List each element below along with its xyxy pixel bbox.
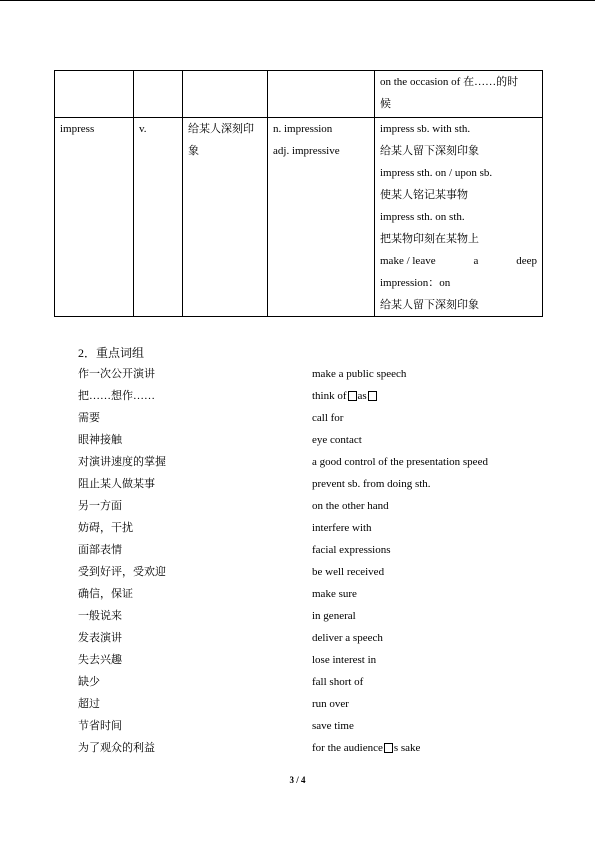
phrase-english: think of xyxy=(312,390,347,402)
phrase-english: be well received xyxy=(312,566,385,578)
phrase-english: make sure xyxy=(312,588,357,600)
usage-line: 给某人留下深刻印象 xyxy=(380,299,479,311)
list-item xyxy=(78,583,518,605)
phrase-chinese: 一般说来 xyxy=(78,610,122,622)
table-cell-derivatives xyxy=(268,118,375,317)
phrase-english: facial expressions xyxy=(312,544,391,556)
table-cell-usage xyxy=(375,118,543,317)
table-cell-meaning xyxy=(183,118,268,317)
phrase-english: in general xyxy=(312,610,356,622)
usage-line: impress sth. on sth. xyxy=(380,211,465,223)
top-rule xyxy=(0,0,595,1)
phrase-chinese: 对演讲速度的掌握 xyxy=(78,456,166,468)
list-item xyxy=(78,649,518,671)
phrase-chinese: 受到好评，受欢迎 xyxy=(78,566,166,578)
list-item xyxy=(78,429,518,451)
phrase-english: s sake xyxy=(393,742,421,754)
usage-line: impress sth. on / upon sb. xyxy=(380,167,493,179)
list-item xyxy=(78,473,518,495)
phrase-english: a good control of the presentation speed xyxy=(312,456,488,468)
phrase-chinese: 另一方面 xyxy=(78,500,122,512)
usage-line: 给某人留下深刻印象 xyxy=(380,145,479,157)
list-item xyxy=(78,671,518,693)
section-title: 2．重点词组 xyxy=(78,346,145,360)
meaning-line: 象 xyxy=(188,145,199,157)
table-cell-usage xyxy=(375,71,543,118)
vocabulary-table xyxy=(54,70,543,317)
usage-line: 把某物印刻在某物上 xyxy=(380,233,479,245)
phrase-english: run over xyxy=(312,698,349,710)
derivative-line: n. impression xyxy=(273,123,333,135)
usage-line: impression：on xyxy=(380,277,451,289)
headword: impress xyxy=(60,123,95,135)
phrase-english: for the audience xyxy=(312,742,383,754)
missing-glyph-box-icon xyxy=(368,391,377,401)
usage-word: a xyxy=(473,255,479,267)
phrase-english: prevent sb. from doing sth. xyxy=(312,478,431,490)
list-item xyxy=(78,627,518,649)
phrase-chinese: 节省时间 xyxy=(78,720,122,732)
phrase-chinese: 把……想作…… xyxy=(78,390,155,402)
page-number: 3 / 4 xyxy=(289,775,306,785)
table-row xyxy=(55,71,543,118)
phrase-chinese: 阻止某人做某事 xyxy=(78,478,155,490)
phrase-english: save time xyxy=(312,720,354,732)
phrase-english: as xyxy=(357,390,367,402)
phrase-chinese: 缺少 xyxy=(78,676,100,688)
phrase-chinese: 妨碍，干扰 xyxy=(78,522,133,534)
phrase-english: call for xyxy=(312,412,344,424)
phrase-list xyxy=(78,363,518,759)
list-item xyxy=(78,715,518,737)
phrase-english-group xyxy=(312,737,420,759)
phrase-english: make a public speech xyxy=(312,368,407,380)
list-item xyxy=(78,363,518,385)
usage-line: 候 xyxy=(380,98,391,110)
phrase-chinese: 需要 xyxy=(78,412,100,424)
phrase-chinese: 发表演讲 xyxy=(78,632,122,644)
missing-glyph-box-icon xyxy=(384,743,393,753)
phrase-english-group xyxy=(312,385,378,407)
usage-line: 使某人铭记某事物 xyxy=(380,189,468,201)
usage-line-justified xyxy=(380,250,537,272)
derivative-line: adj. impressive xyxy=(273,145,340,157)
phrase-chinese: 面部表情 xyxy=(78,544,122,556)
meaning-line: 给某人深刻印 xyxy=(188,123,254,135)
phrase-english: interfere with xyxy=(312,522,372,534)
phrase-english: eye contact xyxy=(312,434,362,446)
phrase-chinese: 确信，保证 xyxy=(78,588,133,600)
table-cell-pos xyxy=(134,118,183,317)
phrase-english: deliver a speech xyxy=(312,632,383,644)
list-item xyxy=(78,539,518,561)
list-item xyxy=(78,451,518,473)
phrase-english: on the other hand xyxy=(312,500,389,512)
table-cell-word xyxy=(55,71,134,118)
part-of-speech: v. xyxy=(139,123,147,135)
list-item xyxy=(78,605,518,627)
list-item xyxy=(78,385,518,407)
usage-word: deep xyxy=(516,255,537,267)
phrase-chinese: 超过 xyxy=(78,698,100,710)
table-cell-derivatives xyxy=(268,71,375,118)
usage-word: make / leave xyxy=(380,255,436,267)
missing-glyph-box-icon xyxy=(348,391,357,401)
phrase-english: lose interest in xyxy=(312,654,377,666)
list-item xyxy=(78,737,518,759)
list-item xyxy=(78,517,518,539)
list-item xyxy=(78,407,518,429)
table-row xyxy=(55,118,543,317)
list-item xyxy=(78,693,518,715)
table-cell-word xyxy=(55,118,134,317)
phrase-chinese: 眼神接触 xyxy=(78,434,122,446)
list-item xyxy=(78,495,518,517)
usage-line: impress sb. with sth. xyxy=(380,123,471,135)
usage-line: on the occasion of 在……的时 xyxy=(380,76,519,88)
phrase-chinese: 失去兴趣 xyxy=(78,654,122,666)
phrase-chinese: 为了观众的利益 xyxy=(78,742,155,754)
list-item xyxy=(78,561,518,583)
table-cell-meaning xyxy=(183,71,268,118)
phrase-chinese: 作一次公开演讲 xyxy=(78,368,155,380)
table-cell-pos xyxy=(134,71,183,118)
phrase-english: fall short of xyxy=(312,676,364,688)
